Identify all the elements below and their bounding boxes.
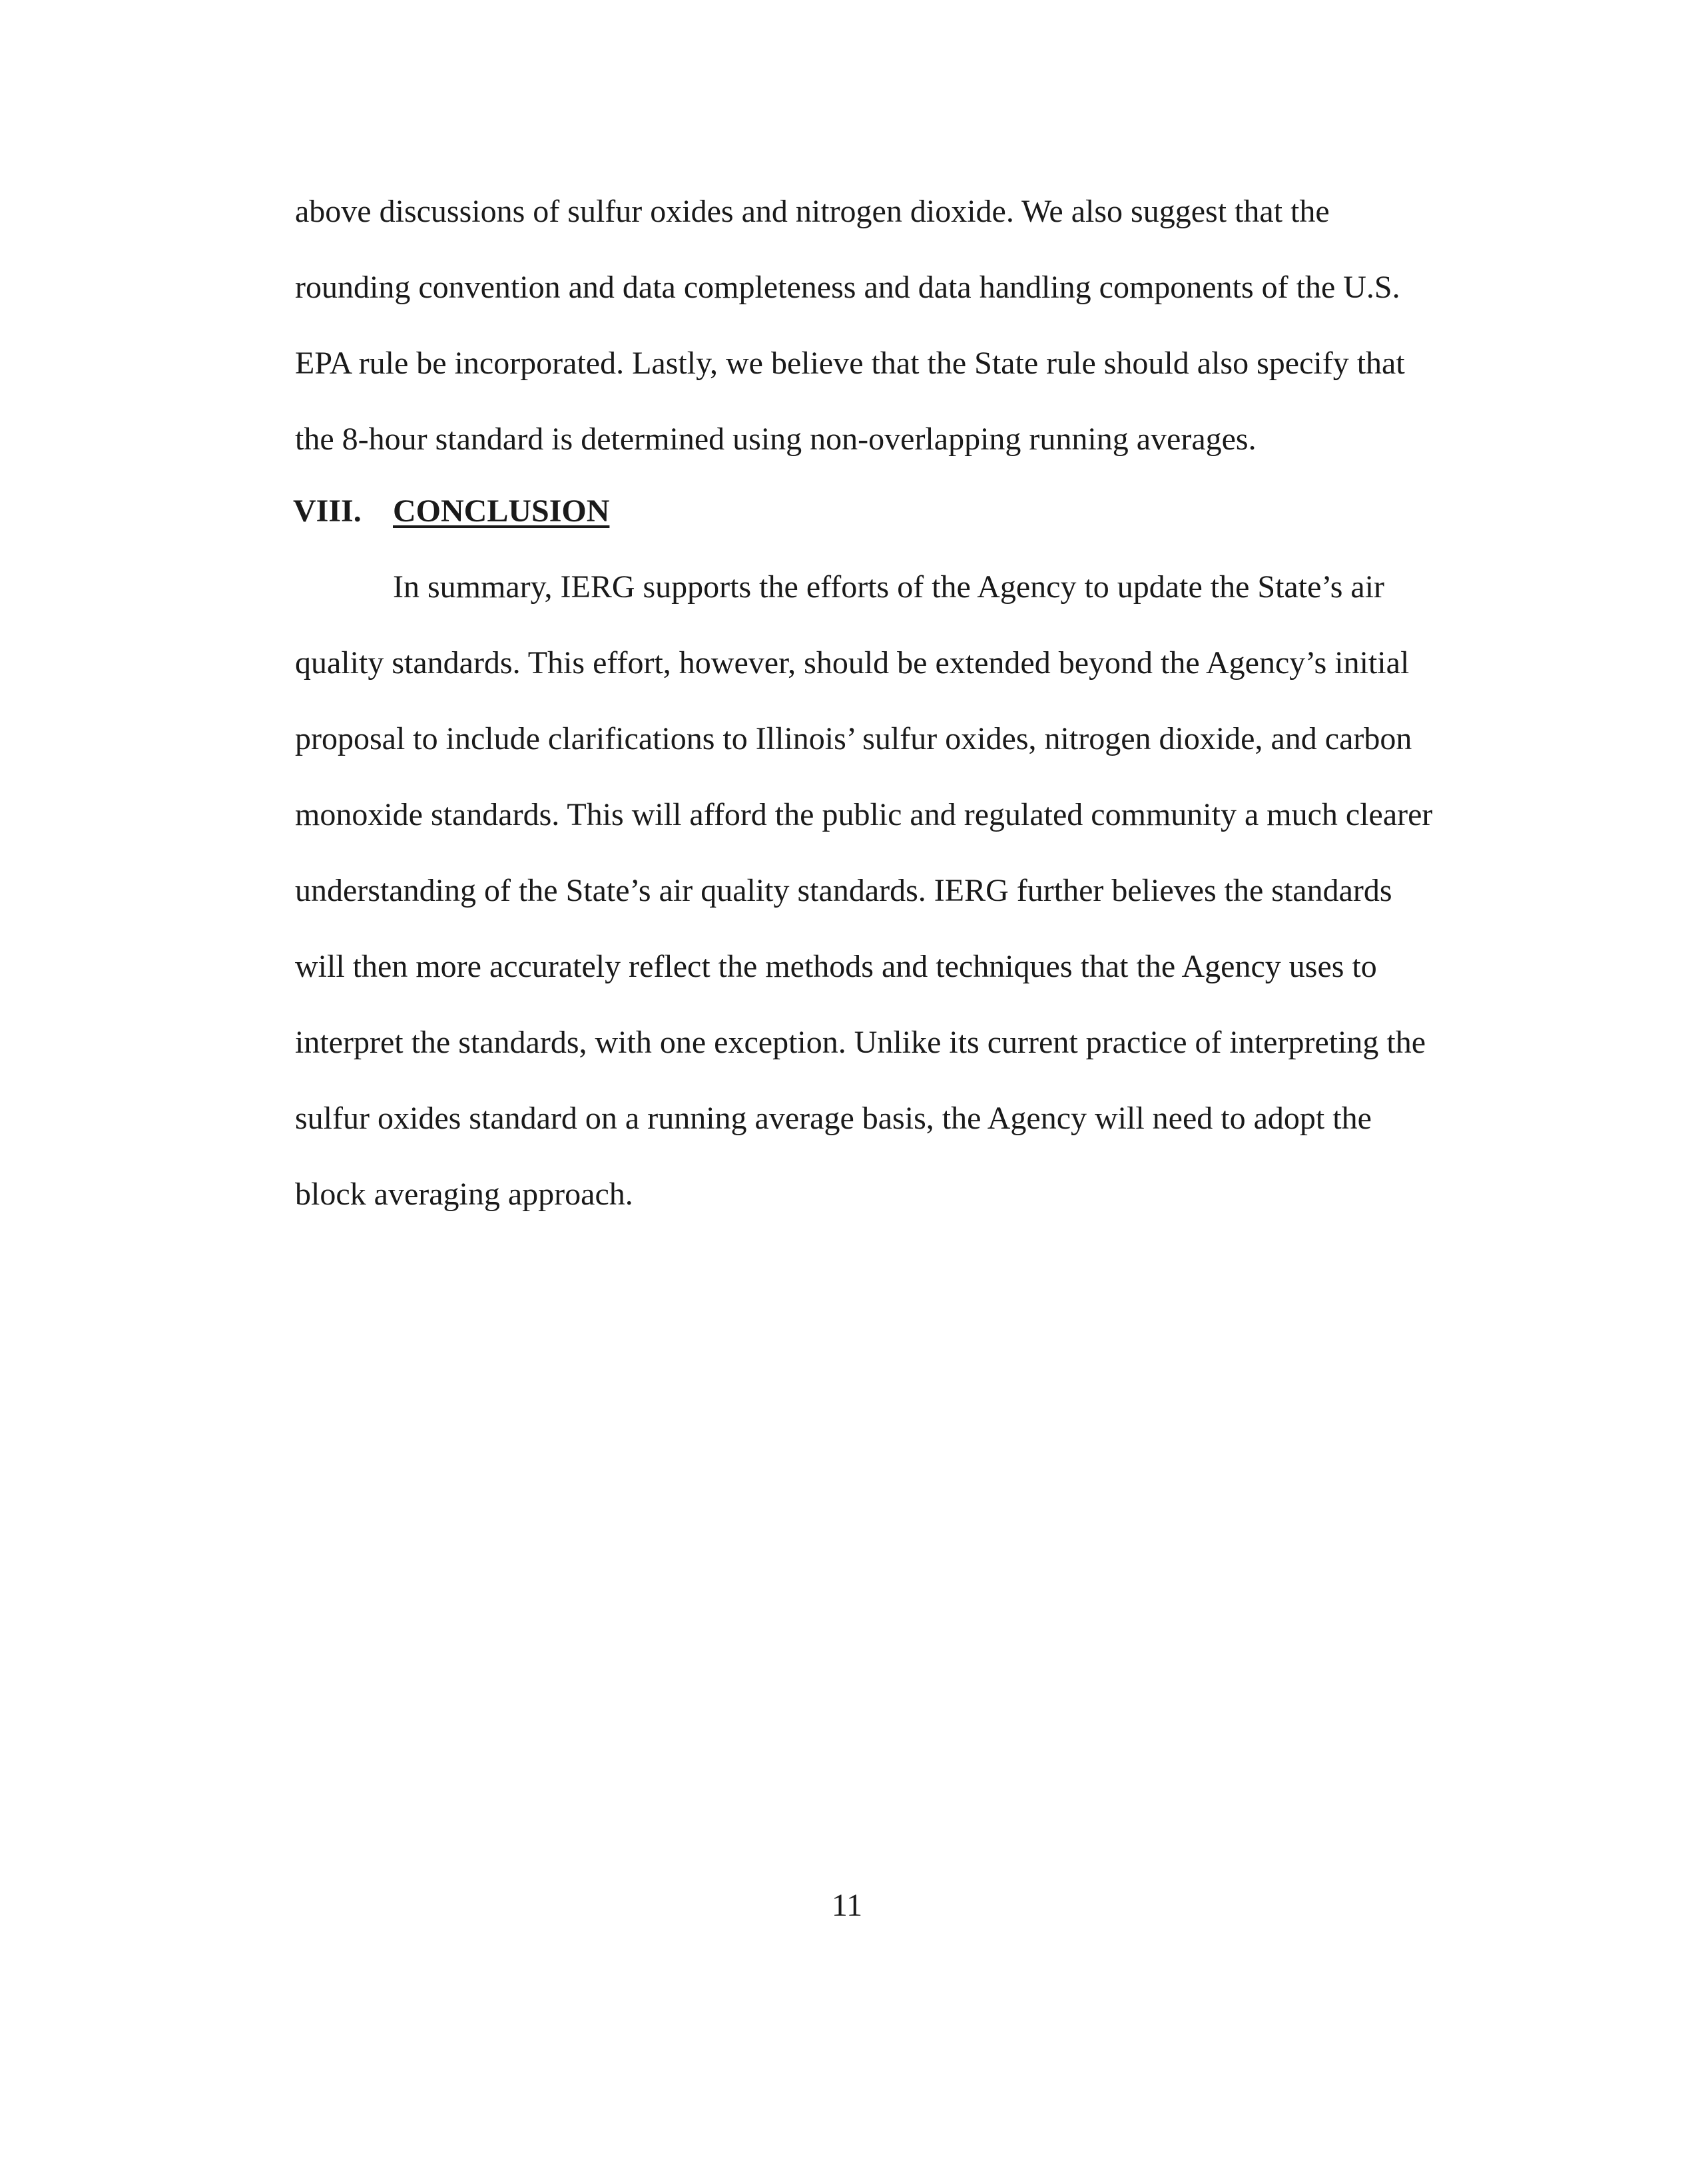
body-text-line: the 8-hour standard is determined using non-overlapping running averages. xyxy=(295,421,1257,457)
body-text-line: sulfur oxides standard on a running average basis, the Agency will need to adopt the xyxy=(295,1101,1372,1136)
section-heading xyxy=(293,491,609,531)
body-text-line: understanding of the State’s air quality standards. IERG further believes the standards xyxy=(295,873,1392,908)
paragraph-first-line: In summary, IERG supports the efforts of the Agency to update the State’s air xyxy=(393,569,1385,605)
body-text-line: EPA rule be incorporated. Lastly, we believe that the State rule should also specify that xyxy=(295,346,1405,381)
body-text-line: rounding convention and data completeness and data handling components of the U.S. xyxy=(295,270,1400,305)
body-text-line: will then more accurately reflect the methods and techniques that the Agency uses to xyxy=(295,949,1377,984)
body-text-line: monoxide standards. This will afford the public and regulated community a much clearer xyxy=(295,797,1433,832)
body-text-line: above discussions of sulfur oxides and nitrogen dioxide. We also suggest that the xyxy=(295,194,1330,229)
body-text-line: interpret the standards, with one exception. Unlike its current practice of interpreting the xyxy=(295,1025,1426,1060)
section-title: CONCLUSION xyxy=(393,493,610,529)
section-number: VIII. xyxy=(293,493,362,529)
page-number: 11 xyxy=(831,1888,863,1923)
body-text-line: quality standards. This effort, however, should be extended beyond the Agency’s initial xyxy=(295,645,1410,681)
body-text-line: block averaging approach. xyxy=(295,1177,633,1212)
body-text-line: proposal to include clarifications to Illinois’ sulfur oxides, nitrogen dioxide, and carbon xyxy=(295,721,1412,756)
